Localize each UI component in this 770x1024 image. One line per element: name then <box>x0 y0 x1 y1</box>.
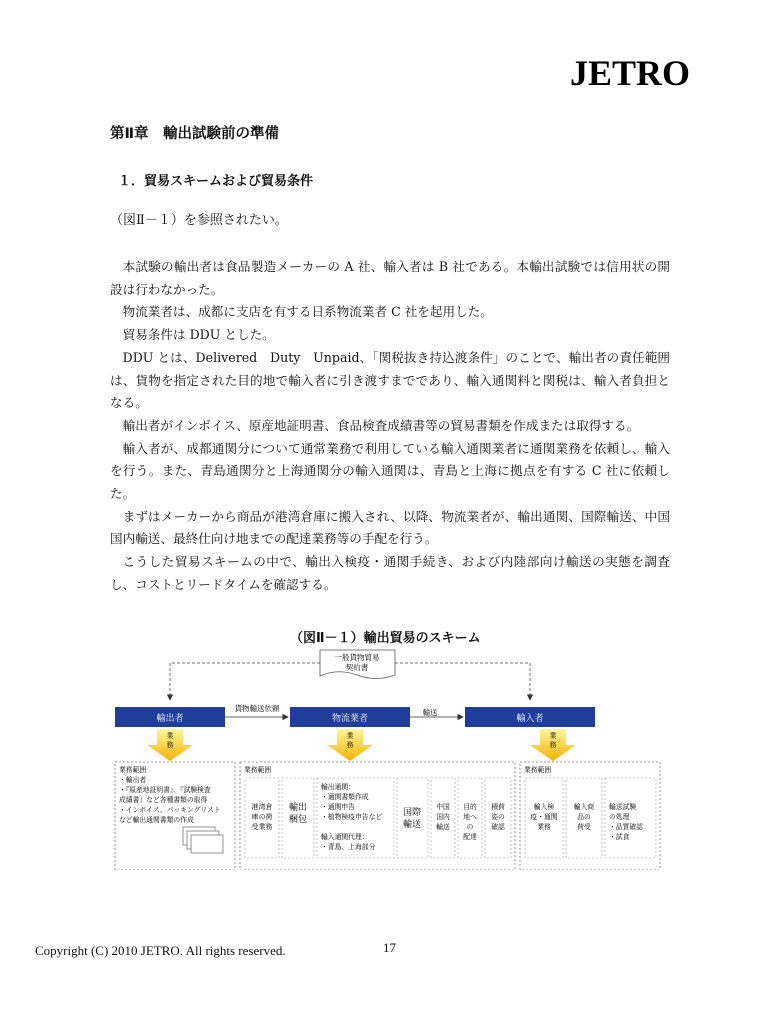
paragraph: 輸入者が、成都通関分について通常業務で利用している輸入通関業者に通関業務を依頼し、輸入を行う。また、青島通関分と上海通関分の輸入通関は、青島と上海に拠点を有する C 社に依頼した。 <box>110 440 670 502</box>
svg-text:業務範囲: 業務範囲 <box>119 766 147 774</box>
importer-scope-panel <box>520 762 660 870</box>
page-number: 17 <box>383 940 396 955</box>
svg-text:の処理: の処理 <box>609 813 630 821</box>
svg-text:輸送試験: 輸送試験 <box>609 803 637 811</box>
svg-text:配達: 配達 <box>463 833 477 841</box>
svg-text:輸出者: 輸出者 <box>156 714 184 724</box>
svg-text:・通関申告: ・通関申告 <box>321 803 355 811</box>
importer-scope-arrow <box>530 729 576 761</box>
body-text <box>110 256 670 597</box>
svg-text:・『原産地証明書』、『試験検査: ・『原産地証明書』、『試験検査 <box>119 786 211 794</box>
contract-line2: 契約書 <box>345 663 369 672</box>
svg-text:の: の <box>466 823 474 831</box>
svg-text:業務範囲: 業務範囲 <box>244 766 272 774</box>
svg-text:中国: 中国 <box>436 803 450 811</box>
svg-text:務: 務 <box>549 741 557 749</box>
svg-text:受業務: 受業務 <box>251 823 273 831</box>
svg-text:・品質確認: ・品質確認 <box>609 823 643 831</box>
svg-text:輸入商: 輸入商 <box>573 803 595 811</box>
svg-text:品の: 品の <box>577 813 591 821</box>
copyright-notice: Copyright (C) 2010 JETRO. All rights reserved. <box>35 943 286 958</box>
figure-title: （図Ⅱ－１）輸出貿易のスキーム <box>290 631 481 646</box>
logistics-scope-arrow <box>327 729 373 761</box>
svg-text:疫・通関: 疫・通関 <box>530 813 558 821</box>
svg-text:国際: 国際 <box>402 808 422 818</box>
svg-text:輸入者: 輸入者 <box>516 714 544 724</box>
paragraph: DDU とは、Delivered Duty Unpaid、「関税抜き持込渡条件」のことで、輸出者の責任範囲は、貨物を指定された目的地で輸入者に引き渡すまでであり、輸入通関料と関税は、輸入者負担となる。 <box>110 349 670 411</box>
chapter-title: 第Ⅱ章 輸出試験前の準備 <box>110 126 280 142</box>
svg-text:・通関書類作成: ・通関書類作成 <box>321 793 369 801</box>
contract-line1: 一般貨物貿易 <box>334 653 380 662</box>
svg-text:確認: 確認 <box>491 823 505 831</box>
jetro-logo: JETRO <box>570 53 691 93</box>
svg-text:積荷: 積荷 <box>491 803 505 811</box>
svg-text:庫の荷: 庫の荷 <box>251 813 273 821</box>
svg-text:輸入検: 輸入検 <box>533 803 555 811</box>
exporter-scope-arrow <box>147 729 193 761</box>
svg-text:地へ: 地へ <box>463 813 477 821</box>
svg-text:業: 業 <box>346 732 354 740</box>
svg-text:成績書』など各種書類の取得: 成績書』など各種書類の取得 <box>119 796 208 804</box>
svg-text:輸出: 輸出 <box>288 803 308 813</box>
exporter-box <box>115 707 225 727</box>
svg-text:・青島、上海部分: ・青島、上海部分 <box>321 843 376 851</box>
paragraph: 物流業者は、成都に支店を有する日系物流業者 C 社を起用した。 <box>122 304 493 320</box>
contract-to-exporter-line <box>170 663 320 700</box>
svg-text:業務範囲: 業務範囲 <box>524 766 552 774</box>
svg-text:国内: 国内 <box>436 813 450 821</box>
svg-text:港湾倉: 港湾倉 <box>251 803 273 811</box>
svg-text:梱包: 梱包 <box>288 815 308 825</box>
logistics-scope-panel <box>240 762 515 870</box>
trade-scheme-diagram <box>105 645 665 870</box>
svg-text:・植物検疫申告など: ・植物検疫申告など <box>321 813 383 821</box>
svg-text:業務: 業務 <box>537 823 551 831</box>
svg-text:・輸出者: ・輸出者 <box>119 776 147 784</box>
logistics-box <box>290 707 410 727</box>
request-label: 貨物輸送依頼 <box>234 704 280 713</box>
transport-label: 輸送 <box>422 708 438 717</box>
svg-text:物流業者: 物流業者 <box>331 714 369 724</box>
svg-text:業: 業 <box>166 732 174 740</box>
section-title: １．貿易スキームおよび貿易条件 <box>118 174 314 189</box>
svg-text:務: 務 <box>166 741 174 749</box>
svg-text:業: 業 <box>549 732 557 740</box>
svg-text:姿の: 姿の <box>491 813 505 821</box>
paragraph: こうした貿易スキームの中で、輸出入検疫・通関手続き、および内陸部向け輸送の実態を調査し、コストとリードタイムを確認する。 <box>110 554 670 592</box>
svg-text:目的: 目的 <box>463 803 477 811</box>
svg-text:輸出通関：: 輸出通関： <box>321 783 355 791</box>
contract-document <box>320 650 395 679</box>
documents-icon <box>183 827 223 853</box>
paragraph: 輸出者がインボイス、原産地証明書、食品検査成績書等の貿易書類を作成または取得する。 <box>122 417 640 433</box>
svg-text:輸送: 輸送 <box>402 820 422 830</box>
paragraph: 本試験の輸出者は食品製造メーカーの A 社、輸入者は B 社である。本輸出試験では信用状の開設は行わなかった。 <box>110 259 670 297</box>
paragraph: 貿易条件は DDU とした。 <box>122 327 275 343</box>
figure-reference: （図Ⅱ－１）を参照されたい。 <box>110 213 288 228</box>
paragraph: まずはメーカーから商品が港湾倉庫に搬入され、以降、物流業者が、輸出通関、国際輸送、中国国内輸送、最終仕向け地までの配達業務等の手配を行う。 <box>110 508 670 547</box>
svg-text:輸入通関代理：: 輸入通関代理： <box>321 833 369 841</box>
svg-text:務: 務 <box>346 741 354 749</box>
svg-text:・試食: ・試食 <box>609 833 630 841</box>
svg-text:・インボイス、パッキングリスト: ・インボイス、パッキングリスト <box>119 806 221 814</box>
exporter-scope-panel <box>115 762 235 870</box>
svg-text:など輸出通関書類の作成: など輸出通関書類の作成 <box>119 816 194 824</box>
svg-text:輸送: 輸送 <box>436 823 450 831</box>
importer-box <box>465 707 595 727</box>
contract-to-importer-line <box>395 663 530 700</box>
svg-text:荷受: 荷受 <box>577 823 591 831</box>
